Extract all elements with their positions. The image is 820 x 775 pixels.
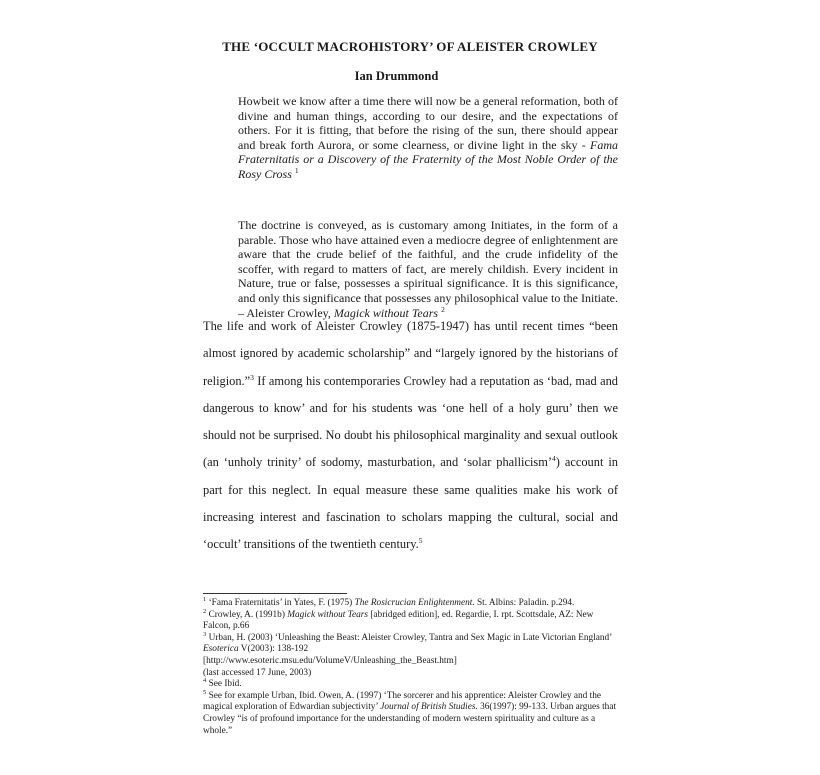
footnote-number: 3 xyxy=(203,630,207,638)
footnote-number: 5 xyxy=(203,688,207,696)
footnote-number: 4 xyxy=(203,677,207,685)
footnote-title: Esoterica xyxy=(203,644,239,655)
epigraph-crowley xyxy=(238,218,618,320)
epigraph-text: The doctrine is conveyed, as is customary among Initiates, in the form of a parable. Those who have attained even a mediocre degree of enlightenment are aware that the crude belief of the faithful, and the crude infidelity of the scoffer, with regard to matters of fact, are merely childish. Every incident in Nature, true or false, possesses a spiritual significance. It is this significance, and only this significance that possesses any philosophical value to the Initiate. – Aleister Crowley, xyxy=(238,218,618,320)
author-name: Ian Drummond xyxy=(354,69,439,83)
footnote-text: Urban, H. (2003) ‘Unleashing the Beast: Aleister Crowley, Tantra and Sex Magic in Late Victorian England’ xyxy=(206,632,612,643)
footnote-title: Magick without Tears xyxy=(287,609,368,620)
footnote-text: [abridged edition], ed. Regardie, I. rpt. Scottsdale, AZ: New Falcon, p.66 xyxy=(203,609,594,632)
body-paragraph xyxy=(203,313,618,559)
footnote-2 xyxy=(203,607,618,633)
footnote-1 xyxy=(203,595,618,610)
footnote-text: ‘Fama Fraternitatis’ in Yates, F. (1975) xyxy=(206,598,355,608)
footnote-text: (last accessed 17 June, 2003) xyxy=(203,667,312,678)
epigraph-source: Magick without Tears xyxy=(333,305,439,320)
footnote-divider xyxy=(203,593,347,594)
footnote-ref[interactable]: 5 xyxy=(418,536,423,546)
body-text: ) account in part for this neglect. In equal measure these same qualities make his work of increasing interest and fascination to scholars mapping the cultural, social and ‘occult’ transitions of the twentieth century. xyxy=(203,455,618,552)
footnote-text: See for example Urban, Ibid. Owen, A. (1997) ‘The sorcerer and his apprentice: Aleister Crowley and the magical exploration of Edwardian subjectivity’ xyxy=(203,690,601,713)
epigraph-text: Howbeit we know after a time there will now be a general reformation, both of divine and human things, according to our desire, and the expectations of others. For it is fitting, that before the rising of the sun, there should appear and break forth Aurora, or some clearness, or divine light in the sky - xyxy=(238,94,618,152)
footnote-text: Crowley, A. (1991b) xyxy=(206,609,288,620)
page-title: THE ‘OCCULT MACROHISTORY’ OF ALEISTER CROWLEY xyxy=(222,39,598,54)
epigraph-fama xyxy=(238,94,618,182)
footnote-number: 2 xyxy=(203,607,207,615)
body-text: The life and work of Aleister Crowley (1875-1947) has until recent times “been almost ignored by academic scholarship” and “largely ignored by the historians of religion.” xyxy=(203,319,618,388)
body-text: If among his contemporaries Crowley had a reputation as ‘bad, mad and dangerous to know’ and for his students was ‘one hell of a holy guru’ then we should not be surprised. No doubt his philosophical marginality and sexual outlook (an ‘unholy trinity’ of sodomy, masturbation, and ‘solar phallicism’ xyxy=(203,373,618,470)
footnote-number: 1 xyxy=(203,595,207,603)
footnote-3 xyxy=(203,630,618,679)
footnote-title: Journal of British Studies. xyxy=(380,702,478,713)
footnote-url-link[interactable]: [http://www.esoteric.msu.edu/VolumeV/Unleashing_the_Beast.htm] xyxy=(203,655,457,666)
footnotes xyxy=(203,595,618,737)
epigraph-source: Fama Fraternitatis or a Discovery of the Fraternity of the Most Noble Order of the Rosy Cross xyxy=(238,137,618,181)
footnote-text: St. Albins: Paladin. p.294. xyxy=(474,598,575,608)
footnote-text: V(2003): 138-192 xyxy=(238,644,309,655)
footnote-ref[interactable]: 1 xyxy=(294,165,299,175)
footnote-ref[interactable]: 3 xyxy=(250,372,254,382)
footnote-title: The Rosicrucian Enlightenment. xyxy=(354,598,475,608)
footnote-4 xyxy=(203,679,618,691)
footnote-text: See Ibid. xyxy=(206,679,242,690)
footnote-text: 36(1997): 99-133. Urban argues that Crowley “is of profound importance for the understanding of modern western spirituality and culture as a whole.” xyxy=(203,702,617,736)
footnote-5 xyxy=(203,688,618,737)
footnote-ref[interactable]: 2 xyxy=(441,304,445,314)
footnote-ref[interactable]: 4 xyxy=(552,454,556,464)
